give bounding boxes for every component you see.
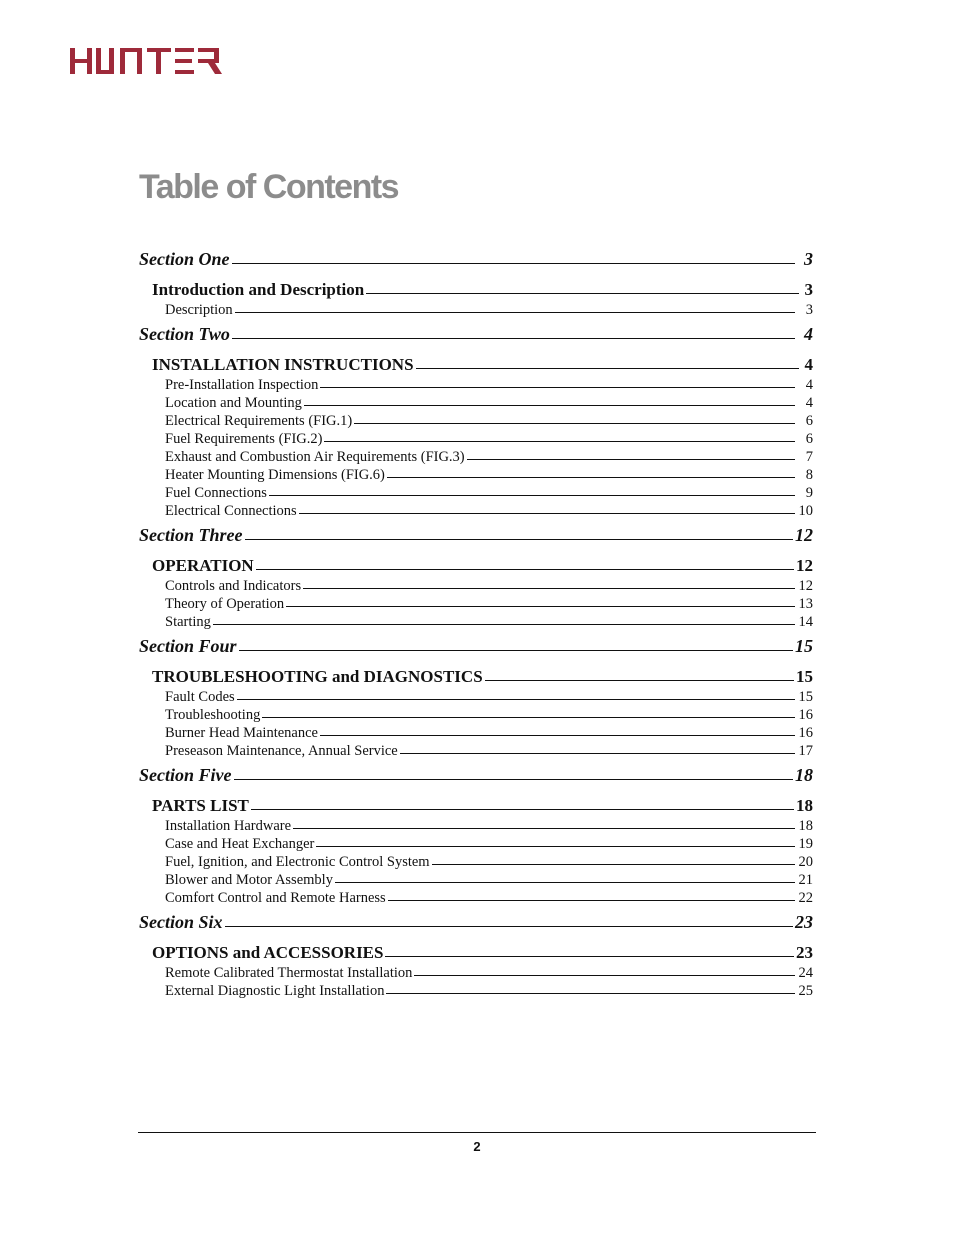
leader-line — [354, 423, 795, 424]
toc-item-entry-label: Electrical Requirements (FIG.1) — [165, 413, 353, 429]
toc-item-entry-page: 15 — [798, 689, 813, 705]
page-title: Table of Contents — [139, 168, 399, 206]
leader-line — [237, 699, 795, 700]
toc-item-entry-label: Heater Mounting Dimensions (FIG.6) — [165, 467, 385, 483]
toc-item-entry-page: 4 — [805, 377, 813, 393]
toc-item-entry[interactable] — [139, 377, 813, 395]
toc-section-entry-page: 23 — [795, 912, 813, 932]
toc-item-entry[interactable] — [139, 449, 813, 467]
toc-item-entry-page: 21 — [798, 872, 813, 888]
leader-line — [366, 293, 799, 294]
toc-item-entry-label: Preseason Maintenance, Annual Service — [165, 743, 398, 759]
toc-item-entry-page: 4 — [805, 395, 813, 411]
toc-item-entry-page: 19 — [798, 836, 813, 852]
toc-item-entry-page: 16 — [798, 707, 813, 723]
toc-item-entry-label: Description — [165, 302, 233, 318]
toc-item-entry-page: 7 — [805, 449, 813, 465]
toc-subsection-entry[interactable] — [139, 796, 813, 818]
toc-subsection-entry[interactable] — [139, 280, 813, 302]
toc-item-entry-page: 3 — [805, 302, 813, 318]
toc-item-entry[interactable] — [139, 302, 813, 320]
toc-section-entry[interactable] — [139, 249, 813, 273]
leader-line — [386, 993, 795, 994]
toc-item-entry[interactable] — [139, 689, 813, 707]
toc-item-entry[interactable] — [139, 413, 813, 431]
toc-item-entry[interactable] — [139, 872, 813, 890]
toc-item-entry-label: Exhaust and Combustion Air Requirements (FIG.3) — [165, 449, 465, 465]
toc-item-entry[interactable] — [139, 983, 813, 1001]
toc-subsection-entry[interactable] — [139, 355, 813, 377]
toc-section-entry-label: Section Five — [139, 765, 232, 785]
toc-section-entry-label: Section Six — [139, 912, 223, 932]
toc-item-entry[interactable] — [139, 467, 813, 485]
page-number: 2 — [473, 1139, 481, 1154]
leader-line — [232, 263, 795, 264]
leader-line — [286, 606, 795, 607]
toc-item-entry-label: External Diagnostic Light Installation — [165, 983, 385, 999]
leader-line — [213, 624, 795, 625]
leader-line — [235, 312, 795, 313]
toc-item-entry[interactable] — [139, 854, 813, 872]
toc-subsection-entry-page: 3 — [804, 280, 813, 299]
leader-line — [245, 539, 794, 540]
toc-item-entry-page: 14 — [798, 614, 813, 630]
leader-line — [388, 900, 795, 901]
toc-section-entry[interactable] — [139, 525, 813, 549]
toc-item-entry-label: Location and Mounting — [165, 395, 302, 411]
toc-item-entry-label: Fuel Requirements (FIG.2) — [165, 431, 323, 447]
toc-item-entry-page: 16 — [798, 725, 813, 741]
toc-subsection-entry[interactable] — [139, 667, 813, 689]
toc-item-entry[interactable] — [139, 965, 813, 983]
toc-item-entry-page: 24 — [798, 965, 813, 981]
toc-item-entry-page: 6 — [805, 431, 813, 447]
leader-line — [432, 864, 795, 865]
toc-item-entry-label: Installation Hardware — [165, 818, 292, 834]
toc-item-entry-page: 9 — [805, 485, 813, 501]
leader-line — [262, 717, 795, 718]
toc-subsection-entry-label: INSTALLATION INSTRUCTIONS — [152, 355, 414, 374]
toc-item-entry-label: Theory of Operation — [165, 596, 285, 612]
toc-section-entry[interactable] — [139, 636, 813, 660]
toc-subsection-entry-label: Introduction and Description — [152, 280, 365, 299]
toc-subsection-entry-page: 23 — [796, 943, 813, 962]
toc-subsection-entry-label: OPERATION — [152, 556, 254, 575]
toc-item-entry[interactable] — [139, 596, 813, 614]
leader-line — [225, 926, 793, 927]
leader-line — [293, 828, 795, 829]
toc-section-entry[interactable] — [139, 765, 813, 789]
toc-item-entry-label: Burner Head Maintenance — [165, 725, 318, 741]
leader-line — [385, 956, 794, 957]
toc-item-entry[interactable] — [139, 818, 813, 836]
toc-item-entry-page: 12 — [798, 578, 813, 594]
toc-item-entry-page: 6 — [805, 413, 813, 429]
toc-subsection-entry[interactable] — [139, 943, 813, 965]
leader-line — [414, 975, 795, 976]
toc-item-entry-label: Comfort Control and Remote Harness — [165, 890, 386, 906]
toc-section-entry-label: Section Three — [139, 525, 243, 545]
toc-item-entry-label: Blower and Motor Assembly — [165, 872, 333, 888]
toc-section-entry-page: 3 — [804, 249, 813, 269]
toc-subsection-entry-label: PARTS LIST — [152, 796, 249, 815]
leader-line — [400, 753, 795, 754]
toc-item-entry-label: Starting — [165, 614, 211, 630]
toc-section-entry[interactable] — [139, 912, 813, 936]
logo-wordmark-text — [70, 44, 74, 45]
toc-item-entry-label: Fault Codes — [165, 689, 235, 705]
toc-item-entry[interactable] — [139, 836, 813, 854]
toc-item-entry[interactable] — [139, 503, 813, 521]
toc-item-entry-page: 17 — [798, 743, 813, 759]
toc-item-entry-page: 22 — [798, 890, 813, 906]
toc-item-entry[interactable] — [139, 485, 813, 503]
toc-item-entry[interactable] — [139, 890, 813, 908]
toc-item-entry-page: 20 — [798, 854, 813, 870]
toc-item-entry-label: Pre-Installation Inspection — [165, 377, 319, 393]
toc-item-entry-label: Remote Calibrated Thermostat Installation — [165, 965, 413, 981]
leader-line — [256, 569, 794, 570]
toc-subsection-entry-page: 18 — [796, 796, 813, 815]
leader-line — [324, 441, 795, 442]
leader-line — [232, 338, 795, 339]
toc-section-entry-page: 18 — [795, 765, 813, 785]
toc-item-entry[interactable] — [139, 725, 813, 743]
toc-item-entry-page: 10 — [798, 503, 813, 519]
leader-line — [251, 809, 794, 810]
toc-item-entry-page: 13 — [798, 596, 813, 612]
toc-subsection-entry[interactable] — [139, 556, 813, 578]
toc-item-entry-label: Electrical Connections — [165, 503, 297, 519]
leader-line — [320, 735, 795, 736]
leader-line — [269, 495, 795, 496]
toc-item-entry[interactable] — [139, 707, 813, 725]
leader-line — [320, 387, 795, 388]
hunter-logo-mark — [70, 44, 225, 77]
leader-line — [467, 459, 795, 460]
toc-section-entry-label: Section One — [139, 249, 230, 269]
toc-item-entry[interactable] — [139, 431, 813, 449]
toc-item-entry-page: 18 — [798, 818, 813, 834]
toc-item-entry[interactable] — [139, 743, 813, 761]
toc-item-entry-label: Case and Heat Exchanger — [165, 836, 315, 852]
leader-line — [234, 779, 794, 780]
toc-section-entry-label: Section Four — [139, 636, 237, 656]
leader-line — [485, 680, 794, 681]
toc-subsection-entry-page: 4 — [804, 355, 813, 374]
toc-section-entry[interactable] — [139, 324, 813, 348]
toc-section-entry-label: Section Two — [139, 324, 230, 344]
toc-item-entry-page: 8 — [805, 467, 813, 483]
leader-line — [304, 405, 795, 406]
leader-line — [387, 477, 795, 478]
toc-item-entry[interactable] — [139, 614, 813, 632]
hunter-logo — [70, 44, 225, 77]
leader-line — [316, 846, 795, 847]
leader-line — [303, 588, 795, 589]
toc-item-entry-label: Fuel Connections — [165, 485, 267, 501]
toc-item-entry[interactable] — [139, 578, 813, 596]
toc-section-entry-page: 12 — [795, 525, 813, 545]
toc-item-entry-page: 25 — [798, 983, 813, 999]
toc-subsection-entry-page: 12 — [796, 556, 813, 575]
toc-section-entry-page: 4 — [804, 324, 813, 344]
toc-subsection-entry-label: TROUBLESHOOTING and DIAGNOSTICS — [152, 667, 483, 686]
table-of-contents — [139, 249, 813, 1001]
toc-item-entry-label: Troubleshooting — [165, 707, 261, 723]
leader-line — [416, 368, 799, 369]
leader-line — [239, 650, 793, 651]
toc-item-entry[interactable] — [139, 395, 813, 413]
toc-item-entry-label: Fuel, Ignition, and Electronic Control System — [165, 854, 430, 870]
footer-divider — [138, 1132, 816, 1133]
toc-item-entry-label: Controls and Indicators — [165, 578, 302, 594]
toc-subsection-entry-page: 15 — [796, 667, 813, 686]
leader-line — [335, 882, 795, 883]
toc-subsection-entry-label: OPTIONS and ACCESSORIES — [152, 943, 384, 962]
toc-section-entry-page: 15 — [795, 636, 813, 656]
leader-line — [299, 513, 795, 514]
